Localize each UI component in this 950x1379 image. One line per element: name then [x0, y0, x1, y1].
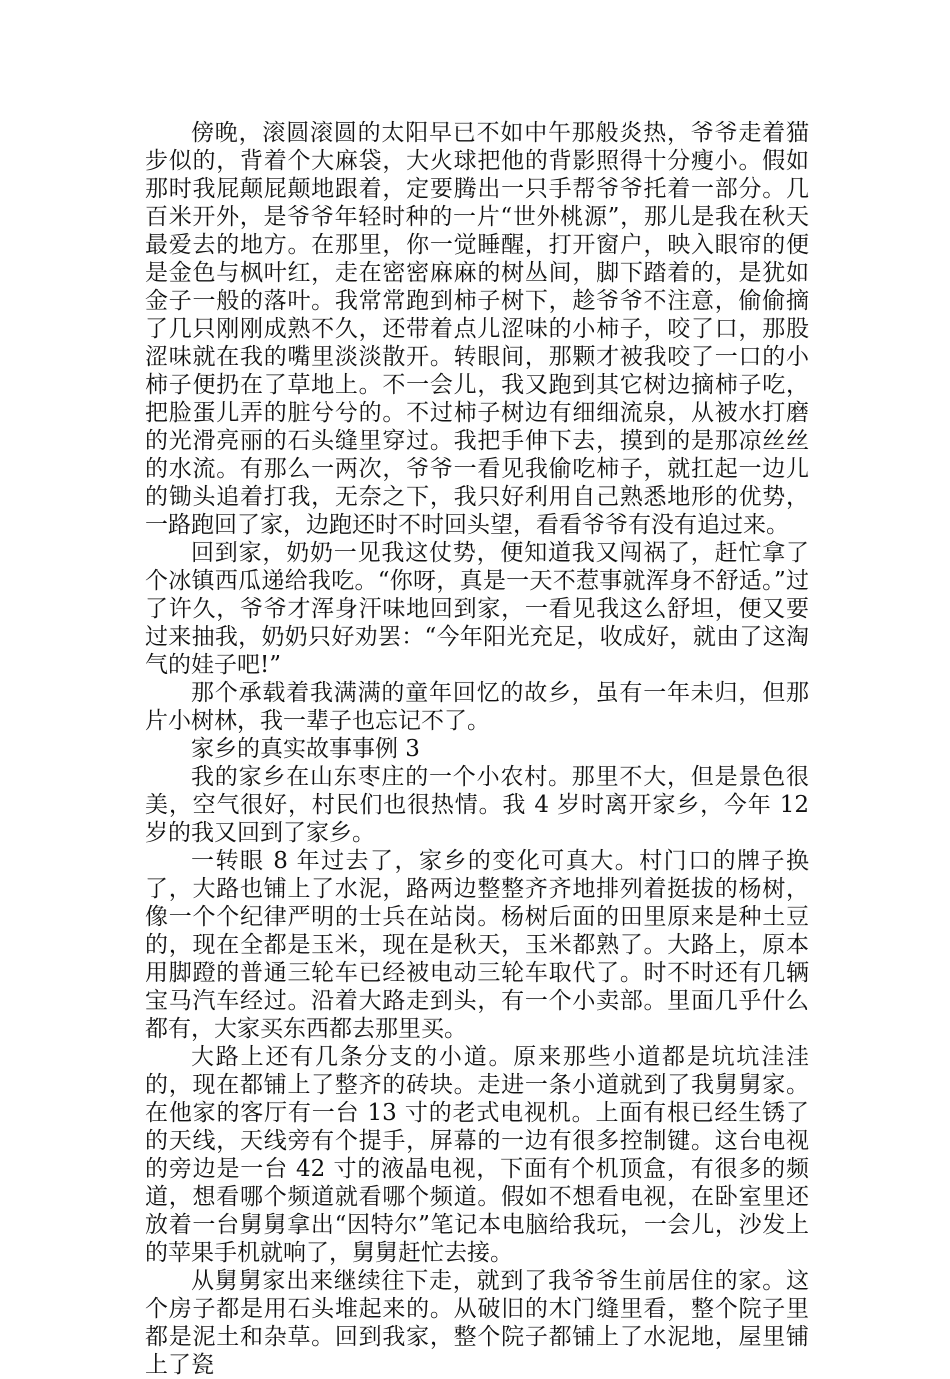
- paragraph-hometown-intro: 我的家乡在山东枣庄的一个小农村。那里不大，但是景色很美，空气很好，村民们也很热情。我 4 岁时离开家乡，今年 12 岁的我又回到了家乡。: [145, 764, 809, 846]
- paragraph-autumn-orchard: 傍晚，滚圆滚圆的太阳早已不如中午那般炎热，爷爷走着猫步似的，背着个大麻袋，大火球把他的背影照得十分瘦小。假如那时我屁颠屁颠地跟着，定要腾出一只手帮爷爷托着一部分。几百米开外，是爷爷年轻时种的一片“世外桃源”，那儿是我在秋天最爱去的地方。在那里，你一觉睡醒，打开窗户，映入眼帘的便是金色与枫叶红，走在密密麻麻的树丛间，脚下踏着的，是犹如金子一般的落叶。我常常跑到柿子树下，趁爷爷不注意，偷偷摘了几只刚刚成熟不久，还带着点儿涩味的小柿子，咬了口，那股涩味就在我的嘴里淡淡散开。转眼间，那颗才被我咬了一口的小柿子便扔在了草地上。不一会儿，我又跑到其它树边摘柿子吃，把脸蛋儿弄的脏兮兮的。不过柿子树边有细细流泉，从被水打磨的光滑亮丽的石头缝里穿过。我把手伸下去，摸到的是那凉丝丝的水流。有那么一两次，爷爷一看见我偷吃柿子，就扛起一边儿的锄头追着打我，无奈之下，我只好利用自己熟悉地形的优势，一路跑回了家，边跑还时不时回头望，看看爷爷有没有追过来。: [145, 120, 809, 538]
- paragraph-grandpa-house: 从舅舅家出来继续往下走，就到了我爷爷生前居住的家。这个房子都是用石头堆起来的。从破旧的木门缝里看，整个院子里都是泥土和杂草。回到我家，整个院子都铺上了水泥地，屋里铺上了瓷: [145, 1268, 809, 1378]
- section-heading-example-3: 家乡的真实故事事例 3: [191, 736, 420, 762]
- paragraph-village-changes: 一转眼 8 年过去了，家乡的变化可真大。村门口的牌子换了，大路也铺上了水泥，路两边整整齐齐地排列着挺拔的杨树，像一个个纪律严明的士兵在站岗。杨树后面的田里原来是种土豆的，现在全都是玉米，现在是秋天，玉米都熟了。大路上，原本用脚蹬的普通三轮车已经被电动三轮车取代了。时不时还有几辆宝马汽车经过。沿着大路走到头，有一个小卖部。里面几乎什么都有，大家买东西都去那里买。: [145, 848, 809, 1042]
- paragraph-childhood-memory: 那个承载着我满满的童年回忆的故乡，虽有一年未归，但那片小树林，我一辈子也忘记不了。: [145, 680, 809, 734]
- paragraph-grandma-watermelon: 回到家，奶奶一见我这仗势，便知道我又闯祸了，赶忙拿了个冰镇西瓜递给我吃。“你呀，真是一天不惹事就浑身不舒适。”过了许久，爷爷才浑身汗味地回到家，一看见我这么舒坦，便又要过来抽我，奶奶只好劝罢：“今年阳光充足，收成好，就由了这淘气的娃子吧!”: [145, 540, 809, 678]
- paragraph-uncle-house: 大路上还有几条分支的小道。原来那些小道都是坑坑洼洼的，现在都铺上了整齐的砖块。走进一条小道就到了我舅舅家。在他家的客厅有一台 13 寸的老式电视机。上面有根已经生锈了的天线，天线旁有个提手，屏幕的一边有很多控制键。这台电视的旁边是一台 42 寸的液晶电视，下面有个机顶盒，有很多的频道，想看哪个频道就看哪个频道。假如不想看电视，在卧室里还放着一台舅舅拿出“因特尔”笔记本电脑给我玩，一会儿，沙发上的苹果手机就响了，舅舅赶忙去接。: [145, 1044, 809, 1266]
- document-body: [145, 119, 809, 1379]
